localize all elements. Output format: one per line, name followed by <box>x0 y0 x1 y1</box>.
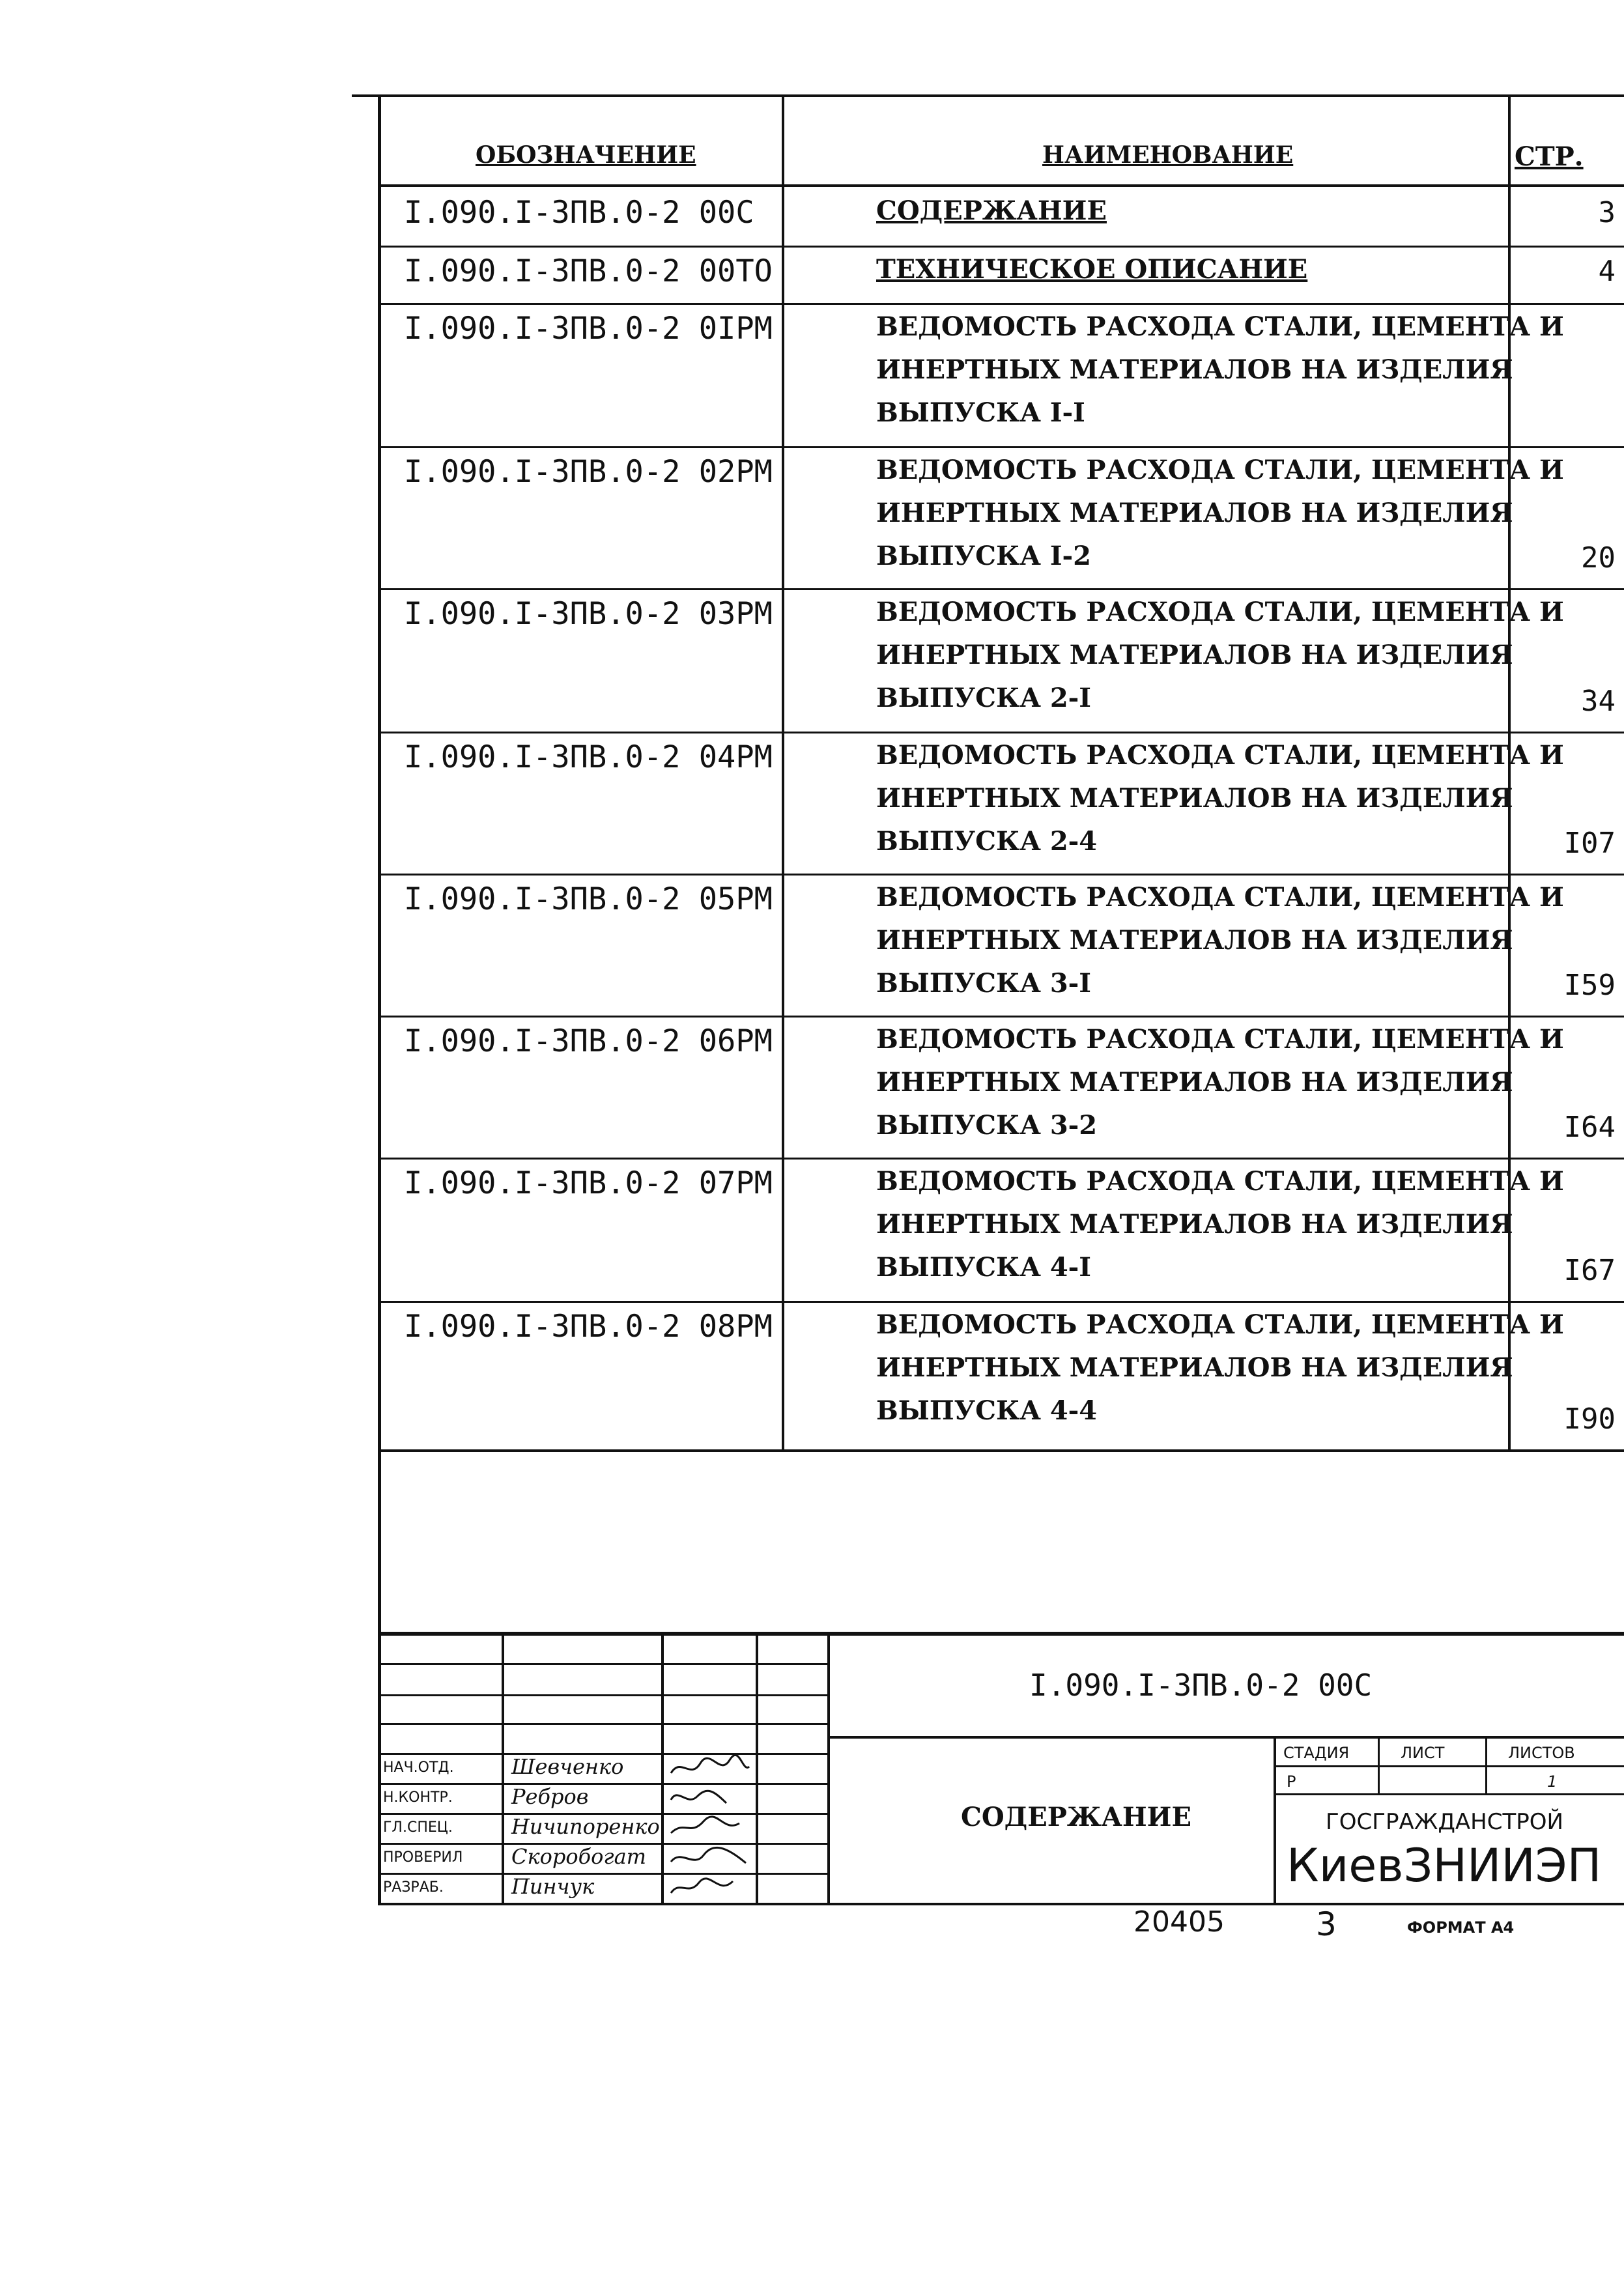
signature-scribble <box>668 1843 752 1872</box>
row-name: ВЕДОМОСТЬ РАСХОДА СТАЛИ, ЦЕМЕНТА И ИНЕРТНЫХ МАТЕРИАЛОВ НА ИЗДЕЛИЯ ВЫПУСКА 3-I <box>876 882 1564 999</box>
row-page: 4 <box>1598 255 1616 288</box>
row-page: I67 <box>1563 1254 1616 1287</box>
stamp-h2 <box>378 1694 827 1696</box>
signature-scribble <box>668 1754 752 1782</box>
stamp-org-top: ГОСГРАЖДАНСТРОЙ <box>1326 1809 1563 1835</box>
signature-scribble <box>668 1814 752 1842</box>
stamp-h1 <box>378 1663 827 1665</box>
row-code: I.090.I-3ПВ.0-2 0IРМ <box>404 311 773 347</box>
row-code: I.090.I-3ПВ.0-2 00С <box>404 195 754 231</box>
row-name: ВЕДОМОСТЬ РАСХОДА СТАЛИ, ЦЕМЕНТА И ИНЕРТНЫХ МАТЕРИАЛОВ НА ИЗДЕЛИЯ ВЫПУСКА I-I <box>876 311 1564 428</box>
row-code: I.090.I-3ПВ.0-2 03РМ <box>404 596 773 632</box>
stamp-h8 <box>378 1873 827 1875</box>
stamp-sheets-value: 1 <box>1547 1772 1558 1791</box>
row-name: ВЕДОМОСТЬ РАСХОДА СТАЛИ, ЦЕМЕНТА И ИНЕРТНЫХ МАТЕРИАЛОВ НА ИЗДЕЛИЯ ВЫПУСКА 3-2 <box>876 1024 1564 1141</box>
stamp-stage-label: СТАДИЯ <box>1283 1744 1350 1762</box>
row-code: I.090.I-3ПВ.0-2 08РМ <box>404 1309 773 1345</box>
footer-page: 3 <box>1316 1905 1337 1943</box>
row-name: ТЕХНИЧЕСКОЕ ОПИСАНИЕ <box>876 254 1308 285</box>
footer-number: 20405 <box>1133 1905 1225 1939</box>
stamp-stage-value: Р <box>1287 1772 1296 1791</box>
stamp-v1 <box>502 1632 504 1903</box>
row-divider <box>378 732 1624 733</box>
row-name: СОДЕРЖАНИЕ <box>876 195 1107 226</box>
stamp-code-bottom <box>827 1736 1624 1739</box>
signature-scribble <box>668 1784 752 1812</box>
stamp-role-name: Ребров <box>511 1784 589 1809</box>
signature-scribble <box>668 1873 752 1902</box>
stamp-title: СОДЕРЖАНИЕ <box>961 1802 1191 1832</box>
row-divider <box>378 246 1624 248</box>
stamp-stage-h2 <box>1274 1793 1624 1795</box>
row-code: I.090.I-3ПВ.0-2 07РМ <box>404 1165 773 1201</box>
header-code: ОБОЗНАЧЕНИЕ <box>476 141 696 169</box>
row-divider <box>378 1158 1624 1160</box>
row-divider <box>378 1301 1624 1303</box>
stamp-role-label: РАЗРАБ. <box>383 1879 444 1896</box>
row-page: 3 <box>1598 196 1616 229</box>
stamp-stage-h1 <box>1274 1765 1624 1767</box>
row-divider <box>378 446 1624 448</box>
row-name: ВЕДОМОСТЬ РАСХОДА СТАЛИ, ЦЕМЕНТА И ИНЕРТНЫХ МАТЕРИАЛОВ НА ИЗДЕЛИЯ ВЫПУСКА 4-4 <box>876 1309 1564 1426</box>
stamp-org-name: КиевЗНИИЭП <box>1287 1839 1602 1892</box>
table-bottom-line <box>378 1449 1624 1452</box>
row-code: I.090.I-3ПВ.0-2 04РМ <box>404 739 773 775</box>
stamp-role-name: Ничипоренко <box>511 1814 660 1839</box>
stamp-v2 <box>661 1632 664 1903</box>
title-block <box>378 1632 1624 1905</box>
footer-format: ФОРМАТ А4 <box>1407 1918 1515 1937</box>
row-name: ВЕДОМОСТЬ РАСХОДА СТАЛИ, ЦЕМЕНТА И ИНЕРТНЫХ МАТЕРИАЛОВ НА ИЗДЕЛИЯ ВЫПУСКА I-2 <box>876 455 1564 571</box>
frame-top-line <box>352 94 1624 97</box>
stamp-role-name: Скоробогат <box>511 1844 646 1869</box>
row-divider <box>378 588 1624 590</box>
row-code: I.090.I-3ПВ.0-2 00ТО <box>404 253 773 289</box>
row-code: I.090.I-3ПВ.0-2 05РМ <box>404 881 773 917</box>
stamp-stage-v1 <box>1378 1736 1380 1795</box>
row-name: ВЕДОМОСТЬ РАСХОДА СТАЛИ, ЦЕМЕНТА И ИНЕРТНЫХ МАТЕРИАЛОВ НА ИЗДЕЛИЯ ВЫПУСКА 2-4 <box>876 740 1564 857</box>
stamp-h3 <box>378 1723 827 1725</box>
stamp-role-label: Н.КОНТР. <box>383 1789 453 1806</box>
row-name: ВЕДОМОСТЬ РАСХОДА СТАЛИ, ЦЕМЕНТА И ИНЕРТНЫХ МАТЕРИАЛОВ НА ИЗДЕЛИЯ ВЫПУСКА 4-I <box>876 1166 1564 1283</box>
row-page: I59 <box>1563 969 1616 1002</box>
col-divider-1 <box>782 94 784 1449</box>
row-page: 20 <box>1581 541 1616 575</box>
row-name: ВЕДОМОСТЬ РАСХОДА СТАЛИ, ЦЕМЕНТА И ИНЕРТНЫХ МАТЕРИАЛОВ НА ИЗДЕЛИЯ ВЫПУСКА 2-I <box>876 597 1564 713</box>
stamp-doc-code: I.090.I-3ПВ.0-2 00С <box>1029 1668 1373 1703</box>
row-page: I07 <box>1563 827 1616 860</box>
row-page: I90 <box>1563 1402 1616 1436</box>
row-page: 34 <box>1581 685 1616 718</box>
row-code: I.090.I-3ПВ.0-2 06РМ <box>404 1023 773 1059</box>
stamp-role-name: Шевченко <box>511 1754 624 1779</box>
stamp-role-name: Пинчук <box>511 1874 595 1899</box>
stamp-v4 <box>827 1632 830 1903</box>
stamp-role-label: ГЛ.СПЕЦ. <box>383 1819 453 1836</box>
row-divider <box>378 1016 1624 1017</box>
row-code: I.090.I-3ПВ.0-2 02РМ <box>404 454 773 490</box>
stamp-role-label: НАЧ.ОТД. <box>383 1759 454 1776</box>
row-divider <box>378 874 1624 875</box>
header-page: СТР. <box>1515 141 1584 172</box>
stamp-top-line <box>378 1632 1624 1636</box>
row-divider <box>378 303 1624 305</box>
stamp-h5 <box>378 1783 827 1785</box>
stamp-v5 <box>1274 1736 1276 1903</box>
stamp-role-label: ПРОВЕРИЛ <box>383 1849 463 1866</box>
document-sheet <box>378 94 1624 1943</box>
row-page: I64 <box>1563 1111 1616 1144</box>
stamp-sheet-label: ЛИСТ <box>1401 1744 1445 1762</box>
stamp-v3 <box>756 1632 758 1903</box>
stamp-bottom-line <box>378 1903 1624 1905</box>
header-bottom-line <box>378 184 1624 187</box>
stamp-stage-v2 <box>1485 1736 1487 1795</box>
stamp-sheets-label: ЛИСТОВ <box>1508 1744 1575 1762</box>
header-name: НАИМЕНОВАНИЕ <box>1042 141 1294 169</box>
